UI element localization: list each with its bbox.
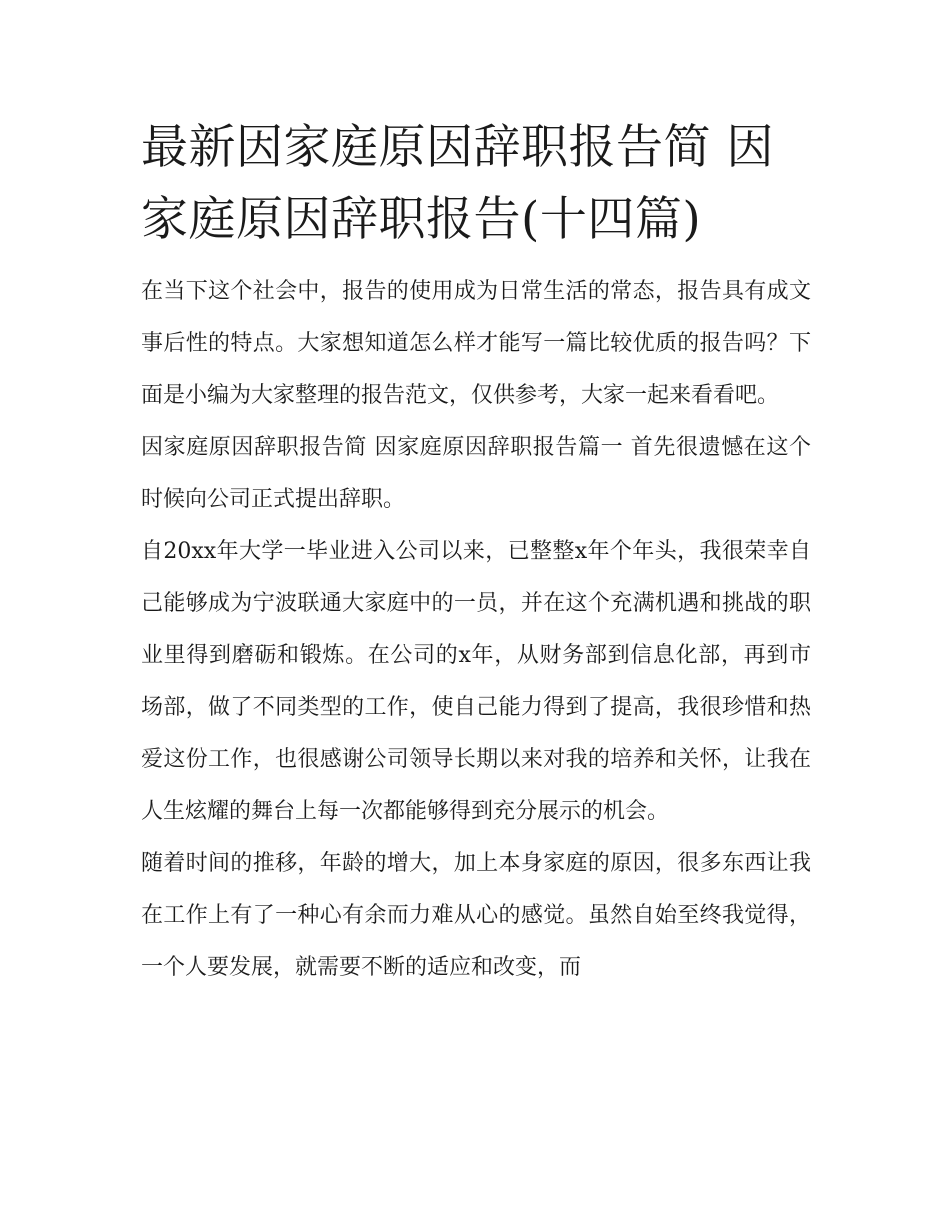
paragraph-reason: 随着时间的推移，年龄的增大，加上本身家庭的原因，很多东西让我在工作上有了一种心有余而力难从心的感觉。虽然自始至终我觉得，一个人要发展，就需要不断的适应和改变，而: [141, 851, 811, 980]
paragraph-heading-first: 因家庭原因辞职报告简 因家庭原因辞职报告篇一 首先很遗憾在这个时候向公司正式提出辞职。: [141, 435, 811, 512]
paragraph-intro: 在当下这个社会中，报告的使用成为日常生活的常态，报告具有成文事后性的特点。大家想知道怎么样才能写一篇比较优质的报告吗？下面是小编为大家整理的报告范文，仅供参考，大家一起来看看吧。: [141, 279, 811, 408]
document-title: 最新因家庭原因辞职报告简 因家庭原因辞职报告(十四篇): [141, 120, 774, 247]
paragraph-career: 自20xx年大学一毕业进入公司以来，已整整x年个年头，我很荣幸自己能够成为宁波联通大家庭中的一员，并在这个充满机遇和挑战的职业里得到磨砺和锻炼。在公司的x年，从财务部到信息化部，再到市场部，做了不同类型的工作，使自己能力得到了提高，我很珍惜和热爱这份工作，也很感谢公司领导长期以来对我的培养和关怀，让我在人生炫耀的舞台上每一次都能够得到充分展示的机会。: [141, 539, 811, 824]
document-page: [141, 112, 811, 994]
